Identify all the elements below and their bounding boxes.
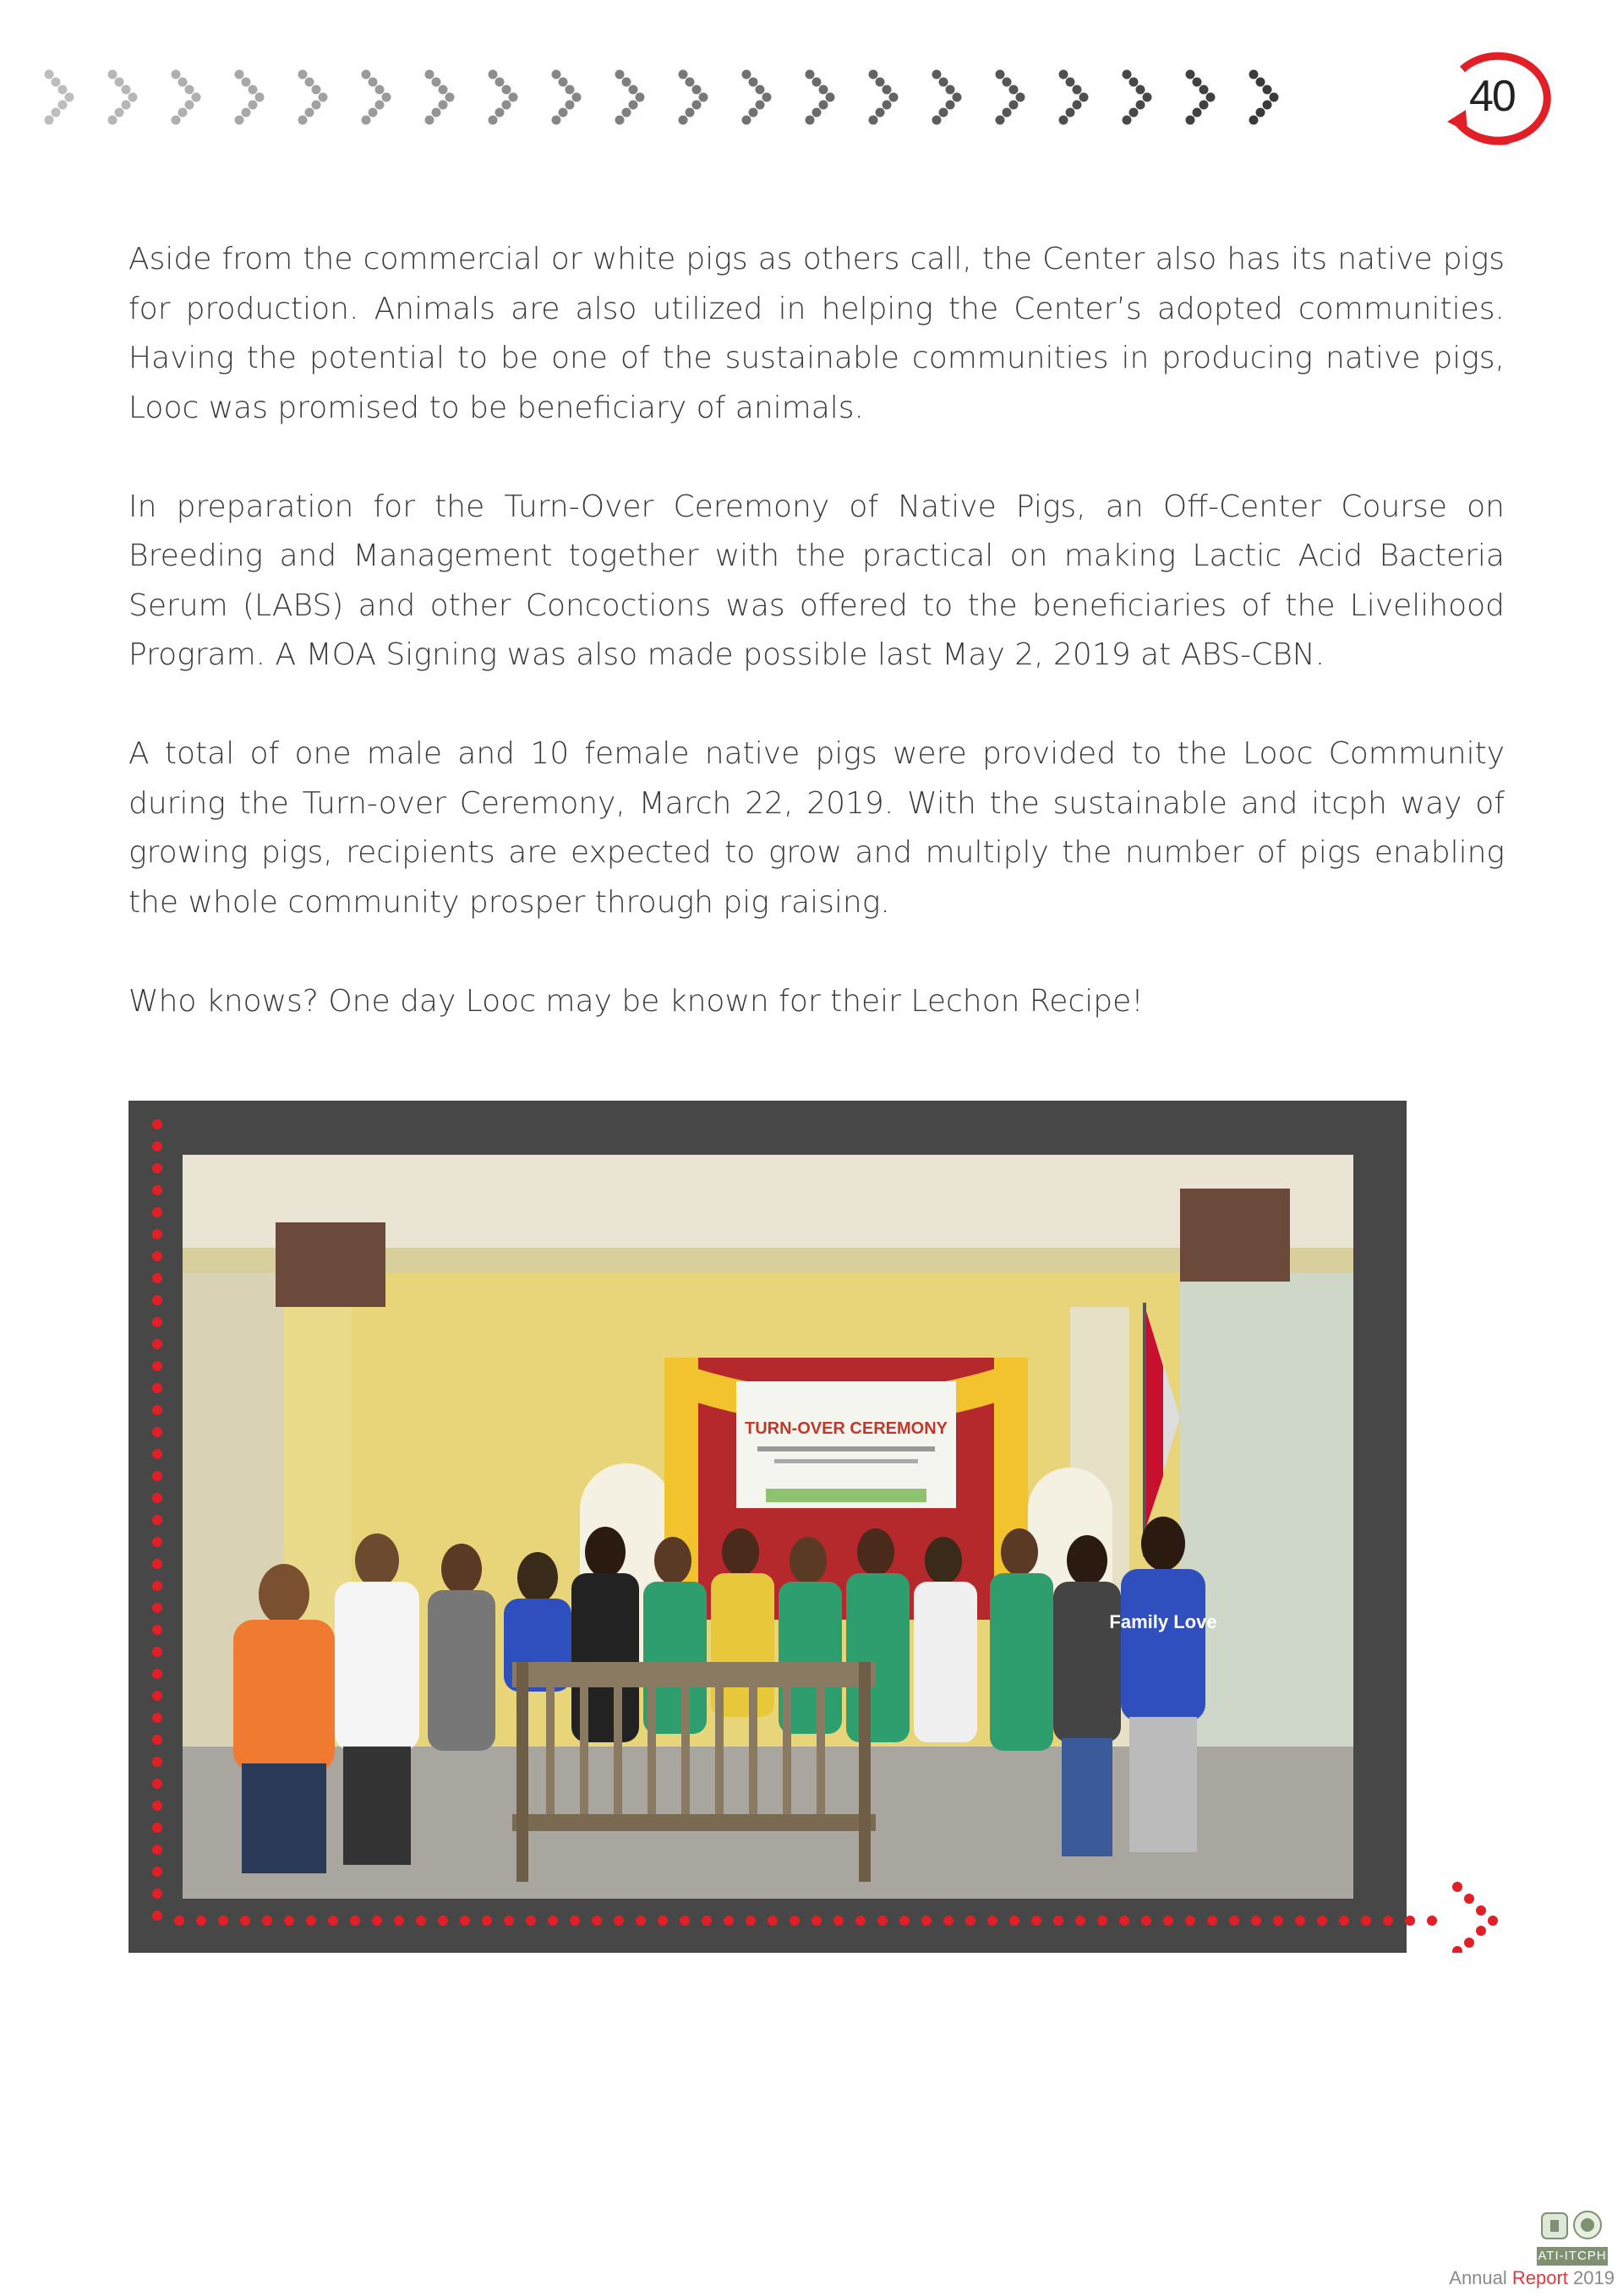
frame-dot-decoration xyxy=(128,1101,1515,1953)
chevron-mark xyxy=(806,70,835,125)
page-number: 40 xyxy=(1469,72,1515,121)
chevron-mark xyxy=(1059,70,1089,125)
chevron-mark xyxy=(996,70,1025,125)
footer-report-title xyxy=(1420,2266,1615,2291)
chevron-mark xyxy=(172,70,201,125)
footer-report-year: 2019 xyxy=(1567,2267,1615,2288)
chevron-mark xyxy=(489,70,518,125)
shirt-text: Family Love xyxy=(1109,1611,1217,1632)
paragraph-1: Aside from the commercial or white pigs as others call, the Center also has its native pigs for production. Animals are also utilized in helping the Center’s adopted communities. Having the potential to be one of the sustainable communities in producing native pigs, Looc was promised to be beneficiary of animals. xyxy=(128,242,1505,425)
chevron-mark xyxy=(45,70,74,125)
chevron-mark xyxy=(1186,70,1216,125)
footer-report-accent: Report xyxy=(1511,2267,1568,2288)
chevron-mark xyxy=(298,70,328,125)
chevron-decoration xyxy=(41,61,1309,137)
chevron-mark xyxy=(1249,70,1279,125)
chevron-mark xyxy=(552,70,582,125)
paragraph-2: In preparation for the Turn-Over Ceremony of Native Pigs, an Off-Center Course on Breeding and Management together with the practical on making Lactic Acid Bacteria Serum (LABS) and other Concoctions was offered to the beneficiaries of the Livelihood Program. A MOA Signing was also made possible last May 2, 2019 at ABS-CBN. xyxy=(128,489,1505,672)
chevron-mark xyxy=(679,70,708,125)
chevron-mark xyxy=(425,70,455,125)
footer-badge: ATI-ITCPH xyxy=(1537,2247,1608,2266)
chevron-mark xyxy=(742,70,772,125)
chevron-mark xyxy=(235,70,265,125)
chevron-mark xyxy=(932,70,962,125)
paragraph-4: Who knows? One day Looc may be known for their Lechon Recipe! xyxy=(128,983,1144,1019)
paragraph-3: A total of one male and 10 female native pigs were provided to the Looc Community during the Turn-over Ceremony, March 22, 2019. With the sustainable and itcph way of growing pigs, recipients are expected to grow and multiply the number of pigs enabling the whole community prosper through pig raising. xyxy=(128,736,1505,920)
footer-logo-icon xyxy=(1538,2205,1606,2242)
chevron-mark xyxy=(1123,70,1152,125)
article-body xyxy=(128,235,1505,1076)
frame-dots-group xyxy=(152,1119,1498,1953)
chevron-mark xyxy=(869,70,899,125)
chevron-mark xyxy=(362,70,391,125)
chevron-mark xyxy=(108,70,138,125)
banner-title: TURN-OVER CEREMONY xyxy=(744,1419,948,1438)
chevron-mark xyxy=(615,70,645,125)
footer-report-prefix: Annual xyxy=(1449,2267,1512,2288)
